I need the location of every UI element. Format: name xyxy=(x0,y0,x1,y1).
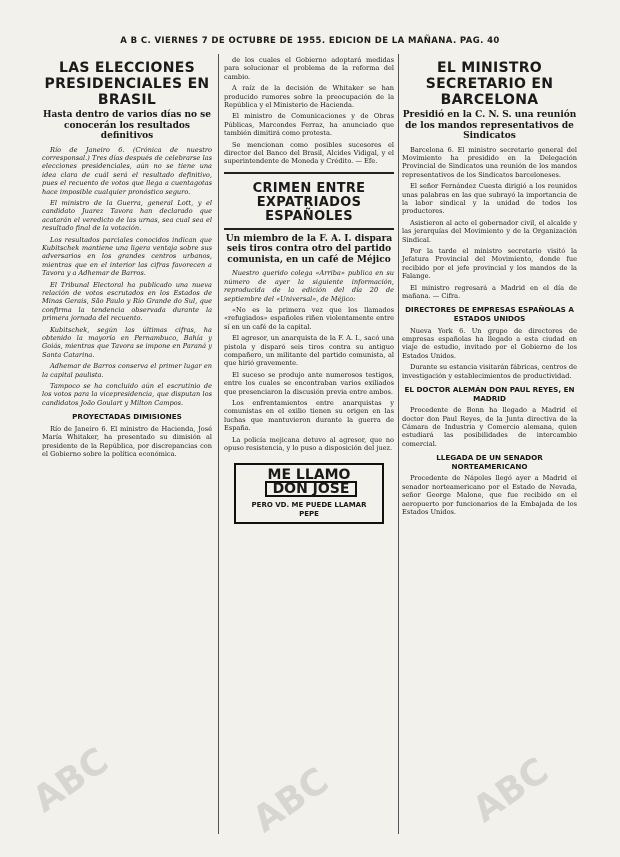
article-paragraph: El ministro regresará a Madrid en el día de mañana. — Cifra. xyxy=(402,283,577,300)
article-paragraph: Tampoco se ha concluido aún el escrutinio de los votos para la vicepresidencia, que disputan los candidatos João Goulart y Milton Campos. xyxy=(42,382,212,407)
ad-tagline: PERO VD. ME PUEDE LLAMAR PEPE xyxy=(251,501,367,518)
article-paragraph: Los enfrentamientos entre anarquistas y comunistas en el exilio tienen su origen en las luchas que mantuvieron durante la guerra de España. xyxy=(224,399,394,433)
article-paragraph: La policía mejicana detuvo al agresor, que no opuso resistencia, y lo puso a disposición del juez. xyxy=(224,435,394,453)
article-paragraph: «No es la primera vez que los llamados «refugiados» españoles riñen violentamente entre sí en un café de la capital. xyxy=(224,306,394,331)
watermark-stamp: ABC xyxy=(245,760,337,841)
page-header: A B C. VIERNES 7 DE OCTUBRE DE 1955. EDICION DE LA MAÑANA. PAG. 40 xyxy=(120,36,500,46)
article-paragraph: Procedente de Bonn ha llegado a Madrid el doctor don Paul Reyes, de la Junta directiva de la Cámara de Industria y Comercio alemana, quien estudiará las posibilidades de intercambio comercial. xyxy=(402,406,577,448)
article-paragraph: El ministro de la Guerra, general Lott, y el candidato Juarez Tavora han declarado que acatarán el veredicto de las urnas, sea cual sea el resultado final de la votación. xyxy=(42,198,212,233)
article-paragraph: El ministro de Comunicaciones y de Obras Públicas, Marcondes Ferraz, ha anunciado que también dimitirá como protesta. xyxy=(224,112,394,138)
article-subtitle-elections: Hasta dentro de varios días no se conocerán los resultados definitivos xyxy=(43,110,211,141)
column-left xyxy=(42,56,212,462)
article-subtitle-minister: Presidió en la C. N. S. una reunión de los mandos representativos de Sindicatos xyxy=(402,110,577,141)
column-middle xyxy=(224,56,394,524)
article-header-box xyxy=(224,172,394,230)
article-paragraph: Río de Janeiro 6. El ministro de Hacienda, José María Whitaker, ha presentado su dimisión al presidente de la República, por discrepancias con el Gobierno sobre la política económica. xyxy=(42,424,212,459)
ad-headline: ME LLAMO xyxy=(267,466,351,483)
column-rule xyxy=(218,54,219,834)
article-paragraph: A raíz de la decisión de Whitaker se han producido rumores sobre la preocupación de la República y el Ministerio de Hacienda. xyxy=(224,84,394,110)
column-right xyxy=(402,56,577,519)
article-paragraph: Río de Janeiro 6. (Crónica de nuestro corresponsal.) Tres días después de celebrarse las elecciones presidenciales, aún no se tiene una idea clara de cuál será el resultado definitivo, pues el recuento de votos que llega a cuentagotas hace imposible cualquier pronóstico seguro. xyxy=(42,145,212,196)
article-paragraph: El Tribunal Electoral ha publicado una nueva relación de votos escrutados en los Estados de Minas Gerais, São Paulo y Río Grande do Sul, que confirma la tendencia observada durante la primera jornada del recuento. xyxy=(42,280,212,323)
article-paragraph: Los resultados parciales conocidos indican que Kubitschek mantiene una ligera ventaja sobre sus adversarios en los grandes centros urbanos, mientras que en el interior las cifras favorecen a Tavora y a Adhemar de Barros. xyxy=(42,235,212,278)
article-intro: Nuestro querido colega «Arriba» publica en su número de ayer la siguiente información, reproducida de la edición del día 20 de septiembre del «Universal», de Méjico: xyxy=(224,269,394,303)
article-paragraph: El suceso se produjo ante numerosos testigos, entre los cuales se encontraban varios exiliados que presenciaron la discusión previa entre ambos. xyxy=(224,370,394,396)
article-paragraph: Nueva York 6. Un grupo de directores de empresas españolas ha llegado a esta ciudad en viaje de estudio, invitado por el Gobierno de los Estados Unidos. xyxy=(402,326,577,360)
column-rule xyxy=(398,54,399,834)
article-paragraph: Barcelona 6. El ministro secretario general del Movimiento ha presidido en la Delegación Provincial de Sindicatos una reunión de los mandos representativos de los Sindicatos barceloneses. xyxy=(402,145,577,179)
section-title-resignations: PROYECTADAS DIMISIONES xyxy=(72,412,182,422)
article-title-elections: LAS ELECCIONES PRESIDENCIALES EN BRASIL xyxy=(44,60,210,108)
section-title-directors: DIRECTORES DE EMPRESAS ESPAÑOLAS A ESTADOS UNIDOS xyxy=(405,305,574,323)
article-title-minister: EL MINISTRO SECRETARIO EN BARCELONA xyxy=(425,60,554,108)
article-subtitle-crime: Un miembro de la F. A. I. dispara seis tiros contra otro del partido comunista, en un café de Méjico xyxy=(225,233,393,265)
article-paragraph: Adhemar de Barros conserva el primer lugar en la capital paulista. xyxy=(42,362,212,379)
article-title-crime: CRIMEN ENTRE EXPATRIADOS ESPAÑOLES xyxy=(252,180,366,224)
article-paragraph: Se mencionan como posibles sucesores el director del Banco del Brasil, Alcides Vidigal, y el superintendente de Moneda y Crédito. — Efe. xyxy=(224,140,394,166)
section-title-reyes: EL DOCTOR ALEMÁN DON PAUL REYES, EN MADRID xyxy=(404,385,575,403)
article-paragraph: Por la tarde el ministro secretario visitó la Jefatura Provincial del Movimiento, donde fue recibido por el jefe provincial y los mandos de la Falange. xyxy=(402,246,577,281)
watermark-stamp: ABC xyxy=(465,750,557,831)
article-paragraph: Durante su estancia visitarán fábricas, centros de investigación y establecimientos de productividad. xyxy=(402,363,577,380)
article-paragraph: Asistieron al acto el gobernador civil, el alcalde y las jerarquías del Movimiento y de la Organización Sindical. xyxy=(402,218,577,244)
section-title-senator: LLEGADA DE UN SENADOR NORTEAMERICANO xyxy=(436,453,543,471)
article-paragraph: El señor Fernández Cuesta dirigió a los reunidos unas palabras en las que subrayó la importancia de la labor sindical y la unidad de todos los productores. xyxy=(402,182,577,216)
article-paragraph: El agresor, un anarquista de la F. A. I., sacó una pistola y disparó seis tiros contra su antiguo compañero, un militante del partido comunista, al que hirió gravemente. xyxy=(224,334,394,368)
article-paragraph: de los cuales el Gobierno adoptará medidas para solucionar el problema de la reforma del cambio. xyxy=(224,56,394,81)
article-paragraph: Kubitschek, según las últimas cifras, ha obtenido la mayoría en Pernambuco, Bahía y Goiás, mientras que Tavora se impone en Paraná y Santa Catarina. xyxy=(42,325,212,359)
advertisement-box xyxy=(234,463,384,525)
article-paragraph: Procedente de Nápoles llegó ayer a Madrid el senador norteamericano por el Estado de Nevada, señor George Malone, que fue recibido en el aeropuerto por funcionarios de la Embajada de los Estados Unidos. xyxy=(402,474,577,517)
ad-brand: DON JOSE xyxy=(265,481,358,497)
watermark-stamp: ABC xyxy=(25,740,117,821)
